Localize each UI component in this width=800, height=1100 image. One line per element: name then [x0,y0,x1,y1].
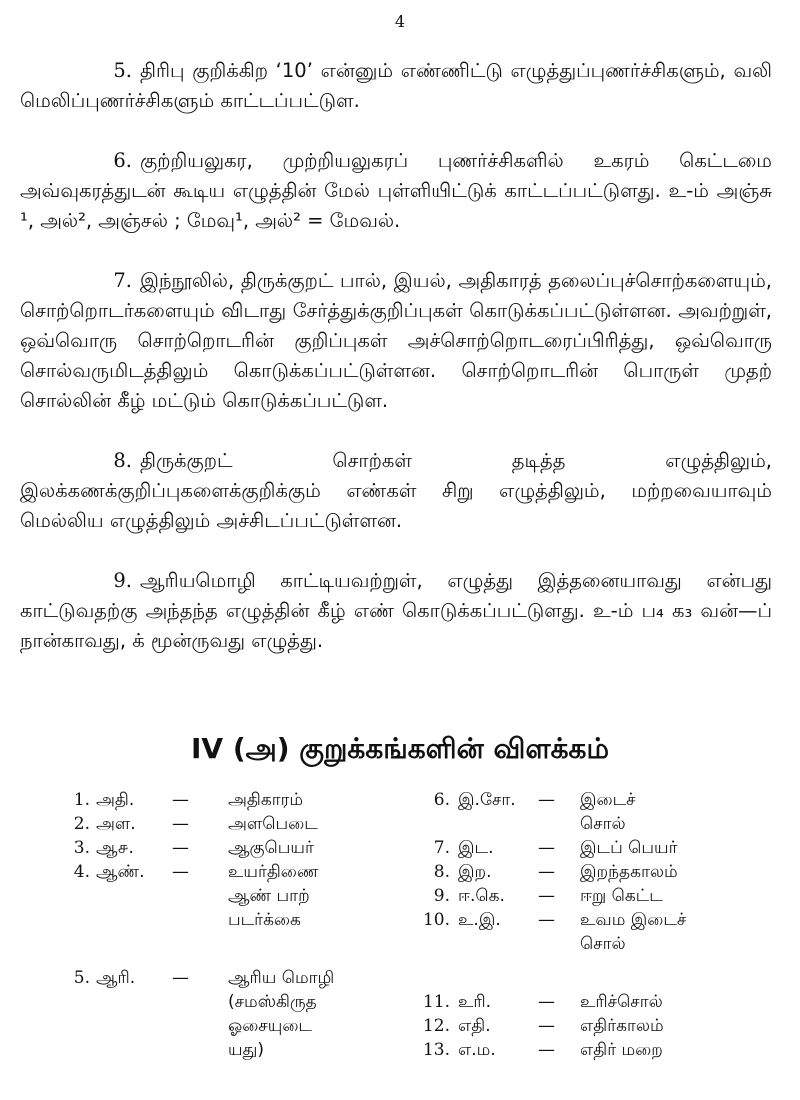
abbr-number: 9. [433,886,450,906]
abbr-short: உ.இ. [458,910,501,930]
abbr-row [40,1016,770,1040]
abbr-dash: — [538,862,555,882]
abbr-row [40,862,770,886]
abbr-dash: — [538,1040,555,1060]
abbr-dash: — [538,1016,555,1036]
paragraph-6 [20,146,772,236]
abbr-number: 1. [73,790,90,810]
abbr-short: அதி. [96,790,135,810]
abbr-expansion: எதிர் மறை [580,1040,663,1060]
abbr-expansion: சொல் [580,934,626,954]
abbr-number: 6. [433,790,450,810]
abbr-short: எதி. [458,1016,491,1036]
abbr-expansion: உயர்திணை [228,862,319,882]
paragraph-7 [20,266,772,416]
abbr-expansion: உவம இடைச் [580,910,687,930]
abbr-short: அள. [96,814,136,834]
abbr-expansion: அளபெடை [228,814,318,834]
abbr-number: 13. [422,1040,450,1060]
paragraph-8 [20,446,772,536]
abbr-row [40,910,770,934]
abbr-expansion: படர்க்கை [228,910,301,930]
abbr-row [40,790,770,814]
abbr-expansion: ஈறு கெட்ட [580,886,663,906]
abbr-short: ஆண். [96,862,145,882]
abbr-expansion: உரிச்சொல் [580,992,663,1012]
abbr-expansion: சொல் [580,814,626,834]
abbr-expansion: அதிகாரம் [228,790,304,810]
abbr-expansion: ஆகுபெயர் [228,838,314,858]
abbr-short: இட. [458,838,494,858]
paragraph-text: திரிபு குறிக்கிற ‘10’ என்னும் எண்ணிட்டு எழுத்துப்புணர்ச்சிகளும், வலி மெலிப்புணர்ச்சிகளும் காட்டப்பட்டுள. [20,59,772,112]
abbr-short: ஈ.கெ. [458,886,505,906]
abbr-dash: — [172,814,189,834]
row-gap [40,958,770,968]
abbr-number: 10. [422,910,450,930]
abbr-short: இ.சோ. [458,790,516,810]
abbr-expansion: ஓசையுடை [228,1016,312,1036]
abbr-number: 3. [73,838,90,858]
abbr-row [40,968,770,992]
abbr-dash: — [172,968,189,988]
abbr-short: ஆரி. [96,968,136,988]
abbr-row [40,838,770,862]
abbr-short: உரி. [458,992,492,1012]
abbr-dash: — [538,910,555,930]
abbr-number: 4. [73,862,90,882]
paragraph-text: ஆரியமொழி காட்டியவற்றுள், எழுத்து இத்தனையாவது என்பது காட்டுவதற்கு அந்தந்த எழுத்தின் கீழ் எண் கொடுக்கப்பட்டுளது. உ-ம் ப₄ க₃ வன்—ப் நான்காவது, க் மூன்ருவது எழுத்து. [20,569,772,652]
abbr-short: இற. [458,862,492,882]
paragraph-number: 7. [113,269,132,292]
paragraph-number: 6. [113,149,132,172]
abbr-expansion: இடப் பெயர் [580,838,678,858]
abbr-row [40,886,770,910]
paragraph-text: குற்றியலுகர, முற்றியலுகரப் புணர்ச்சிகளில் உகரம் கெட்டமை அவ்வுகரத்துடன் கூடிய எழுத்தின் மேல் புள்ளியிட்டுக் காட்டப்பட்டுளது. உ-ம் அஞ்சு ¹, அல்², அஞ்சல் ; மேவு¹, அல்² = மேவல். [20,149,772,232]
abbr-number: 12. [422,1016,450,1036]
abbr-dash: — [172,838,189,858]
paragraph-5 [20,56,772,116]
abbr-expansion: ஆரிய மொழி [228,968,335,988]
abbr-dash: — [538,886,555,906]
abbr-dash: — [538,838,555,858]
paragraph-text: இந்நூலில், திருக்குறட் பால், இயல், அதிகாரத் தலைப்புச்சொற்களையும், சொற்றொடர்களையும் விடாது சேர்த்துக்குறிப்புகள் கொடுக்கப்பட்டுள்ளன. அவற்றுள், ஒவ்வொரு சொற்றொடரின் குறிப்புகள் அச்சொற்றொடரைப்பிரித்து, ஒவ்வொரு சொல்வருமிடத்திலும் கொடுக்கப்பட்டுள்ளன. சொற்றொடரின் பொருள் முதற் சொல்லின் கீழ் மட்டும் கொடுக்கப்பட்டுள. [20,269,772,412]
abbr-row [40,1040,770,1064]
abbr-expansion: எதிர்காலம் [580,1016,664,1036]
section-heading: IV (அ) குறுக்கங்களின் விளக்கம் [190,732,609,765]
abbr-expansion: (சமஸ்கிருத [228,992,317,1012]
abbr-row [40,992,770,1016]
abbr-row [40,934,770,958]
paragraph-text: திருக்குறட் சொற்கள் தடித்த எழுத்திலும், இலக்கணக்குறிப்புகளைக்குறிக்கும் எண்கள் சிறு எழுத்திலும், மற்றவையாவும் மெல்லிய எழுத்திலும் அச்சிடப்பட்டுள்ளன. [20,449,772,532]
abbr-short: எ.ம. [458,1040,496,1060]
abbr-expansion: இறந்தகாலம் [580,862,678,882]
abbr-dash: — [538,992,555,1012]
abbr-short: ஆ௪. [96,838,134,858]
abbr-number: 2. [73,814,90,834]
page-number: 4 [394,12,406,31]
abbr-number: 5. [73,968,90,988]
abbr-dash: — [172,862,189,882]
paragraph-number: 8. [113,449,132,472]
paragraph-number: 9. [113,569,132,592]
abbr-row [40,814,770,838]
abbr-dash: — [172,790,189,810]
abbr-expansion: ஆண் பாற் [228,886,310,906]
abbr-number: 11. [422,992,450,1012]
abbr-number: 8. [433,862,450,882]
abbr-expansion: யது) [228,1040,264,1060]
paragraph-9 [20,566,772,656]
abbreviation-table [40,790,770,1064]
paragraph-number: 5. [113,59,132,82]
abbr-dash: — [538,790,555,810]
abbr-expansion: இடைச் [580,790,636,810]
abbr-number: 7. [433,838,450,858]
